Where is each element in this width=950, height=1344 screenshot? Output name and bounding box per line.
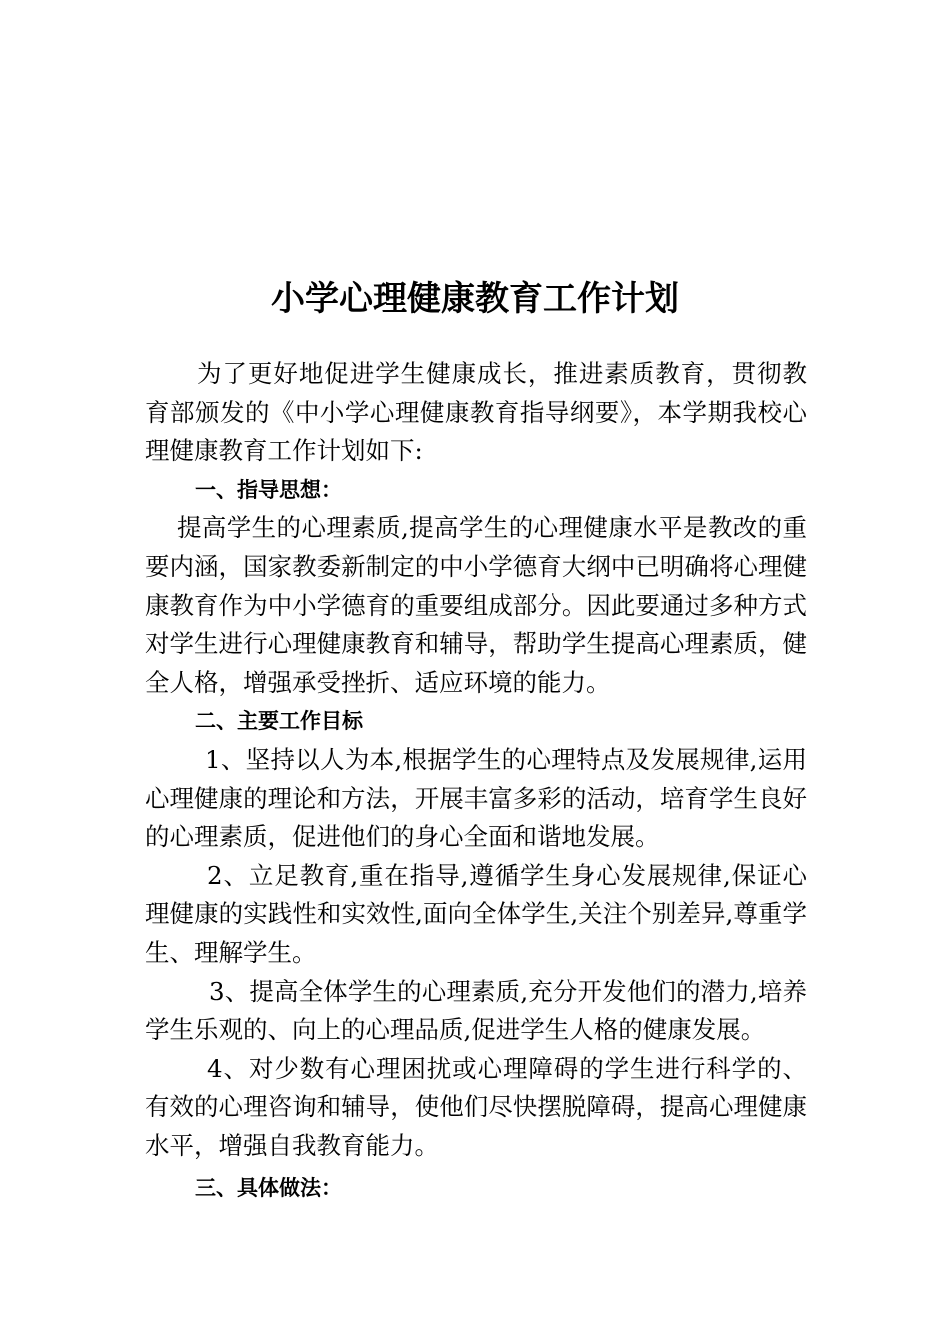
document-title: 小学心理健康教育工作计划 [271,279,679,319]
section-heading-specific-methods: 三、具体做法： [195,1176,342,1201]
goal-item-2: 2、立足教育,重在指导,遵循学生身心发展规律,保证心理健康的实践性和实效性,面向全体学生,关注个别差异,尊重学生、理解学生。 [145,860,807,967]
document-body [145,355,807,1208]
intro-paragraph: 为了更好地促进学生健康成长，推进素质教育，贯彻教育部颁发的《中小学心理健康教育指导纲要》，本学期我校心理健康教育工作计划如下: [145,359,807,466]
section-heading-main-goals: 二、主要工作目标 [195,709,363,734]
section-heading-guiding-ideology: 一、指导思想： [195,477,342,502]
goal-item-3: 3、提高全体学生的心理素质,充分开发他们的潜力,培养学生乐观的、向上的心理品质,促进学生人格的健康发展。 [145,976,807,1045]
guiding-ideology-paragraph: 提高学生的心理素质,提高学生的心理健康水平是教改的重要内涵，国家教委新制定的中小学德育大纲中已明确将心理健康教育作为中小学德育的重要组成部分。因此要通过多种方式对学生进行心理健康教育和辅导，帮助学生提高心理素质，健全人格，增强承受挫折、适应环境的能力。 [145,513,807,697]
goal-item-4: 4、对少数有心理困扰或心理障碍的学生进行科学的、有效的心理咨询和辅导，使他们尽快摆脱障碍，提高心理健康水平，增强自我教育能力。 [145,1053,807,1160]
goal-item-1: 1、坚持以人为本,根据学生的心理特点及发展规律,运用心理健康的理论和方法，开展丰富多彩的活动，培育学生良好的心理素质，促进他们的身心全面和谐地发展。 [145,744,807,852]
